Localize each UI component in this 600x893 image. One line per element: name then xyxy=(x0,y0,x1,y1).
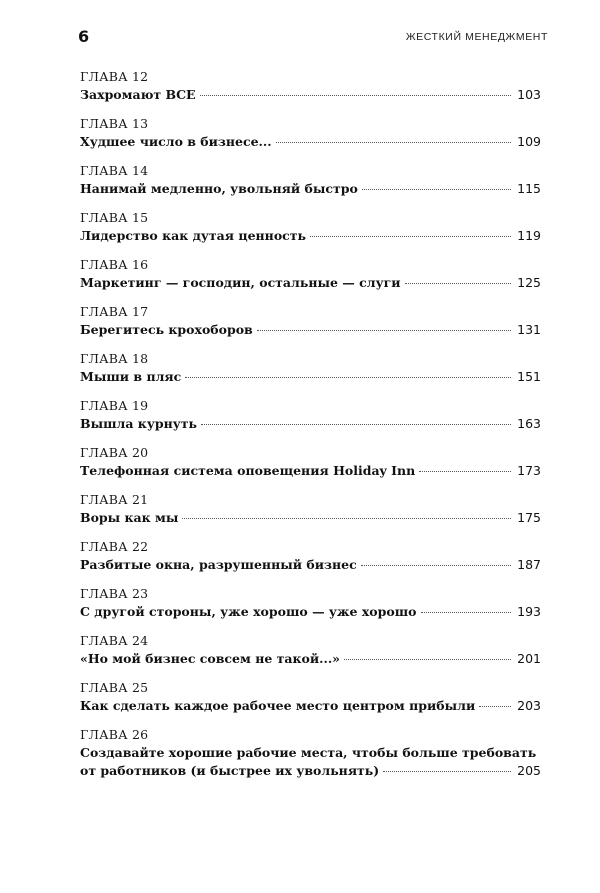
chapter-title: Мыши в пляс xyxy=(80,369,182,384)
chapter-title: Вышла курнуть xyxy=(80,416,197,431)
dot-leader xyxy=(383,771,511,772)
chapter-title: «Но мой бизнес совсем не такой...» xyxy=(80,651,340,666)
page-reference: 163 xyxy=(517,416,541,431)
chapter-label: ГЛАВА 22 xyxy=(80,539,149,554)
chapter-title: Разбитые окна, разрушенный бизнес xyxy=(80,557,357,572)
dot-leader xyxy=(419,471,511,472)
dot-leader xyxy=(361,565,511,566)
dot-leader xyxy=(310,236,511,237)
toc-entry-chapter-26 xyxy=(80,727,541,778)
chapter-label: ГЛАВА 18 xyxy=(80,351,149,366)
chapter-title: Маркетинг — господин, остальные — слуги xyxy=(80,275,401,290)
dot-leader xyxy=(200,95,512,96)
chapter-title: Воры как мы xyxy=(80,510,179,525)
page-reference: 205 xyxy=(517,763,541,778)
page-reference: 173 xyxy=(517,463,541,478)
dot-leader xyxy=(479,706,511,707)
page-reference: 201 xyxy=(517,651,541,666)
toc-entry-chapter-22 xyxy=(80,539,541,586)
chapter-label: ГЛАВА 25 xyxy=(80,680,149,695)
toc-entry-chapter-25 xyxy=(80,680,541,727)
chapter-label: ГЛАВА 19 xyxy=(80,398,149,413)
page-reference: 103 xyxy=(517,87,541,102)
dot-leader xyxy=(344,659,511,660)
toc-entry-chapter-21 xyxy=(80,492,541,539)
chapter-label: ГЛАВА 23 xyxy=(80,586,149,601)
toc-entry-chapter-14 xyxy=(80,163,541,210)
page-reference: 193 xyxy=(517,604,541,619)
dot-leader xyxy=(421,612,512,613)
toc-entry-chapter-20 xyxy=(80,445,541,492)
dot-leader xyxy=(257,330,511,331)
chapter-title: Лидерство как дутая ценность xyxy=(80,228,307,243)
chapter-label: ГЛАВА 16 xyxy=(80,257,149,272)
page-reference: 131 xyxy=(517,322,541,337)
page-reference: 125 xyxy=(517,275,541,290)
page-number: 6 xyxy=(78,27,90,46)
page-reference: 119 xyxy=(517,228,541,243)
chapter-label: ГЛАВА 17 xyxy=(80,304,149,319)
page-reference: 175 xyxy=(517,510,541,525)
toc-entry-chapter-16 xyxy=(80,257,541,304)
chapter-label: ГЛАВА 21 xyxy=(80,492,149,507)
chapter-title-line-2: от работников (и быстрее их увольнять) xyxy=(80,763,380,778)
chapter-label: ГЛАВА 13 xyxy=(80,116,149,131)
chapter-label: ГЛАВА 15 xyxy=(80,210,149,225)
toc-entry-chapter-19 xyxy=(80,398,541,445)
page-reference: 151 xyxy=(517,369,541,384)
table-of-contents xyxy=(80,69,541,778)
chapter-title: Телефонная система оповещения Holiday Inn xyxy=(80,463,416,478)
chapter-title: Нанимай медленно, увольняй быстро xyxy=(80,181,358,196)
page-reference: 203 xyxy=(517,698,541,713)
dot-leader xyxy=(405,283,512,284)
chapter-title: Худшее число в бизнесе... xyxy=(80,134,272,149)
page-reference: 109 xyxy=(517,134,541,149)
chapter-label: ГЛАВА 14 xyxy=(80,163,149,178)
toc-entry-chapter-17 xyxy=(80,304,541,351)
dot-leader xyxy=(182,518,511,519)
chapter-title: Как сделать каждое рабочее место центром прибыли xyxy=(80,698,476,713)
page-reference: 187 xyxy=(517,557,541,572)
chapter-title: Берегитесь крохоборов xyxy=(80,322,253,337)
chapter-title: Захромают ВСЕ xyxy=(80,87,196,102)
dot-leader xyxy=(185,377,511,378)
chapter-label: ГЛАВА 26 xyxy=(80,727,149,742)
chapter-label: ГЛАВА 20 xyxy=(80,445,149,460)
toc-entry-chapter-15 xyxy=(80,210,541,257)
dot-leader xyxy=(201,424,511,425)
toc-entry-chapter-18 xyxy=(80,351,541,398)
chapter-title: С другой стороны, уже хорошо — уже хорошо xyxy=(80,604,417,619)
toc-entry-chapter-12 xyxy=(80,69,541,116)
dot-leader xyxy=(276,142,512,143)
toc-entry-chapter-13 xyxy=(80,116,541,163)
chapter-title-line-1: Создавайте хорошие рабочие места, чтобы больше требовать xyxy=(80,745,537,760)
chapter-label: ГЛАВА 12 xyxy=(80,69,149,84)
toc-entry-chapter-23 xyxy=(80,586,541,633)
running-head: ЖЕСТКИЙ МЕНЕДЖМЕНТ xyxy=(405,31,548,43)
page-reference: 115 xyxy=(517,181,541,196)
dot-leader xyxy=(362,189,511,190)
chapter-label: ГЛАВА 24 xyxy=(80,633,149,648)
toc-entry-chapter-24 xyxy=(80,633,541,680)
